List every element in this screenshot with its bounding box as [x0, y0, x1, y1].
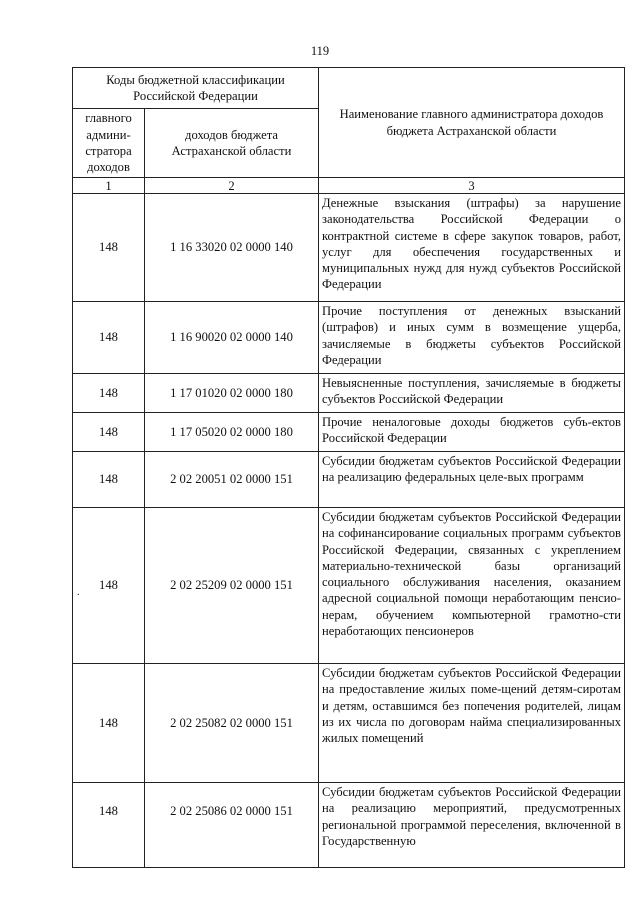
- admin-code-cell: 148: [73, 194, 145, 302]
- name-column-header: Наименование главного администратора доходов бюджета Астраханской области: [319, 68, 625, 178]
- description-cell: Субсидии бюджетам субъектов Российской Федерации на софинансирование социальных программ субъектов Российской Федерации, связанных с укреплением материально-технической базы организаций социального обслуживания населения, оказанием адресной социальной помощи неработающим пенсио-нерам, обучением компьютерной грамотно-сти неработающих пенсионеров: [319, 508, 625, 664]
- page-number: 119: [310, 44, 330, 58]
- description-cell: Субсидии бюджетам субъектов Российской Федерации на предоставление жилых поме-щений детям-сиротам и детям, оставшимся без попечения родителей, лицам из их числа по договорам найма специализированных жилых помещений: [319, 664, 625, 783]
- admin-column-header: главного админи-стратора доходов: [73, 109, 145, 178]
- table-row: [73, 508, 625, 664]
- income-code-cell: 1 17 05020 02 0000 180: [145, 413, 319, 452]
- description-cell: Невыясненные поступления, зачисляемые в бюджеты субъектов Российской Федерации: [319, 374, 625, 413]
- codes-group-header: Коды бюджетной классификации Российской Федерации: [73, 68, 319, 109]
- description-cell: Субсидии бюджетам субъектов Российской Федерации на реализацию мероприятий, предусмотренных региональной программой переселения, включенной в Государственную: [319, 783, 625, 868]
- table-row: [73, 452, 625, 508]
- income-code-cell: 2 02 25086 02 0000 151: [145, 783, 319, 868]
- budget-classification-table: [72, 67, 625, 868]
- income-column-header: доходов бюджета Астраханской области: [145, 109, 319, 178]
- admin-code-cell: 148: [73, 664, 145, 783]
- table-row: [73, 664, 625, 783]
- admin-code-cell: 148: [73, 783, 145, 868]
- description-cell: Прочие поступления от денежных взысканий (штрафов) и иных сумм в возмещение ущерба, зачисляемые в бюджеты субъектов Российской Федерации: [319, 302, 625, 374]
- stray-mark: .: [77, 587, 80, 598]
- income-code-cell: 1 17 01020 02 0000 180: [145, 374, 319, 413]
- table-row: [73, 194, 625, 302]
- admin-code-cell: 148: [73, 452, 145, 508]
- table-row: [73, 783, 625, 868]
- income-code-cell: 2 02 25082 02 0000 151: [145, 664, 319, 783]
- admin-code-cell: 148: [73, 508, 145, 664]
- admin-code-cell: 148: [73, 374, 145, 413]
- table-row: [73, 302, 625, 374]
- income-code-cell: 2 02 25209 02 0000 151: [145, 508, 319, 664]
- column-number: 3: [319, 178, 625, 194]
- income-code-cell: 1 16 90020 02 0000 140: [145, 302, 319, 374]
- table-row: [73, 413, 625, 452]
- description-cell: Субсидии бюджетам субъектов Российской Федерации на реализацию федеральных целе-вых программ: [319, 452, 625, 508]
- column-number: 1: [73, 178, 145, 194]
- description-cell: Прочие неналоговые доходы бюджетов субъ-ектов Российской Федерации: [319, 413, 625, 452]
- description-cell: Денежные взыскания (штрафы) за нарушение законодательства Российской Федерации о контрактной системе в сфере закупок товаров, работ, услуг для обеспечения государственных и муниципальных нужд для нужд субъектов Российской Федерации: [319, 194, 625, 302]
- income-code-cell: 1 16 33020 02 0000 140: [145, 194, 319, 302]
- admin-code-cell: 148: [73, 302, 145, 374]
- admin-code-cell: 148: [73, 413, 145, 452]
- income-code-cell: 2 02 20051 02 0000 151: [145, 452, 319, 508]
- table-row: [73, 374, 625, 413]
- column-number-row: [73, 178, 625, 194]
- column-number: 2: [145, 178, 319, 194]
